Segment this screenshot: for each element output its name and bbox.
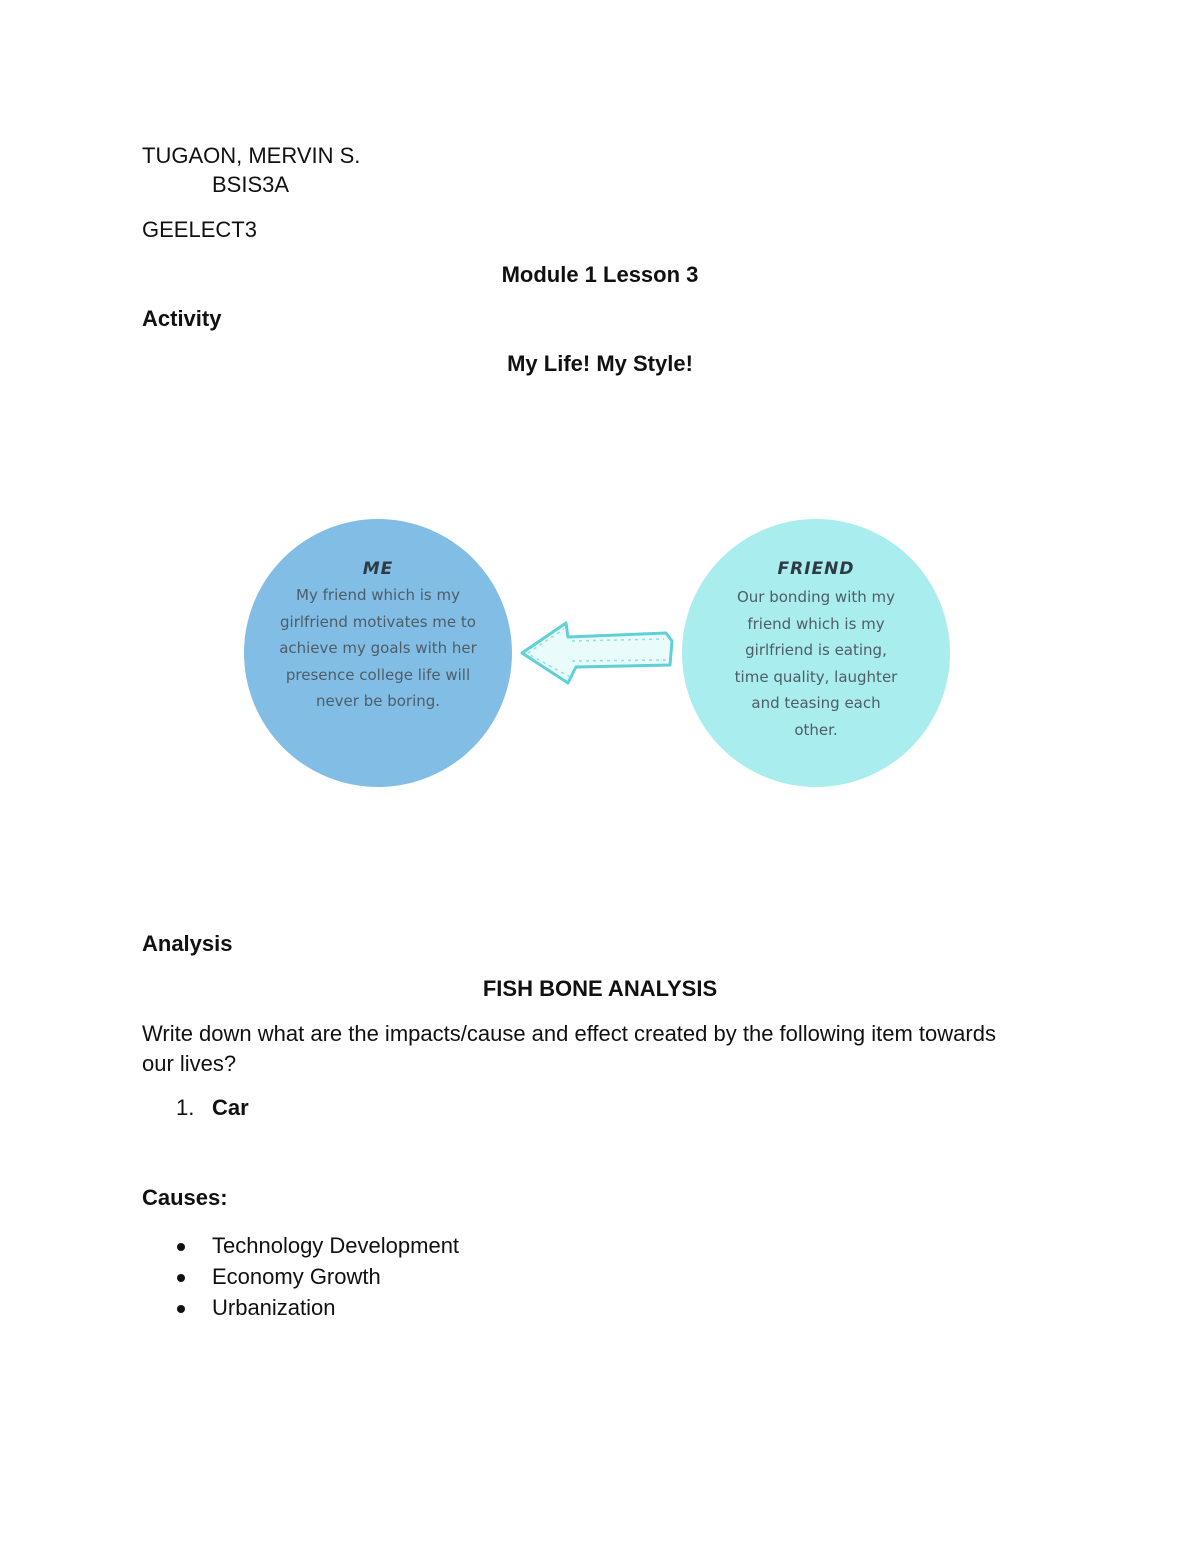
me-text-line: My friend which is my bbox=[296, 586, 460, 604]
list-number: 1. bbox=[176, 1095, 195, 1120]
activity-title: My Life! My Style! bbox=[507, 351, 693, 376]
bullet-icon bbox=[177, 1243, 185, 1251]
friend-text-line: and teasing each bbox=[751, 694, 881, 712]
prompt-line: Write down what are the impacts/cause and effect created by the following item towards bbox=[142, 1021, 996, 1046]
course-code: GEELECT3 bbox=[142, 217, 257, 242]
analysis-heading: Analysis bbox=[142, 931, 233, 956]
list-item: Urbanization bbox=[142, 1292, 459, 1323]
me-circle bbox=[244, 519, 512, 787]
me-heading: ME bbox=[362, 559, 394, 579]
activity-heading: Activity bbox=[142, 306, 222, 331]
friend-text-line: time quality, laughter bbox=[734, 667, 898, 686]
me-text-line: never be boring. bbox=[315, 692, 441, 710]
item-name: Car bbox=[212, 1095, 249, 1120]
list-item: Economy Growth bbox=[142, 1261, 459, 1292]
student-name: TUGAON, MERVIN S. bbox=[142, 143, 361, 168]
section-label: BSIS3A bbox=[212, 172, 290, 197]
fishbone-title: FISH BONE ANALYSIS bbox=[482, 976, 718, 1001]
bullet-icon bbox=[177, 1274, 185, 1282]
friend-heading: FRIEND bbox=[777, 559, 855, 579]
friend-text-line: Our bonding with my bbox=[736, 588, 896, 606]
friend-circle bbox=[682, 519, 950, 787]
prompt-line: our lives? bbox=[142, 1051, 237, 1076]
friend-text bbox=[682, 584, 950, 743]
friend-text-line: friend which is my bbox=[747, 614, 885, 633]
me-text bbox=[244, 582, 512, 715]
list-item: Technology Development bbox=[142, 1230, 459, 1261]
friend-text-line: other. bbox=[794, 720, 838, 739]
me-text-line: achieve my goals with her bbox=[279, 639, 477, 657]
friend-text-line: girlfriend is eating, bbox=[745, 641, 887, 659]
bullet-icon bbox=[177, 1305, 185, 1313]
module-title: Module 1 Lesson 3 bbox=[501, 262, 699, 287]
causes-heading: Causes: bbox=[142, 1185, 228, 1210]
me-text-line: girlfriend motivates me to bbox=[280, 612, 476, 631]
left-arrow-icon bbox=[516, 615, 678, 690]
me-text-line: presence college life will bbox=[285, 665, 471, 684]
causes-list bbox=[142, 1230, 459, 1323]
